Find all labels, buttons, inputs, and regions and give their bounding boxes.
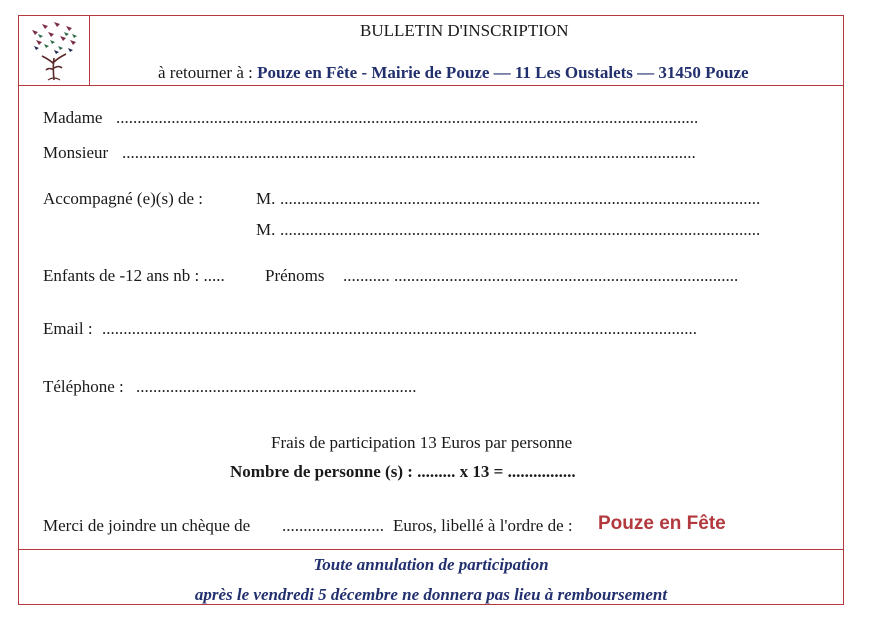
- accompagne-label: Accompagné (e)(s) de :: [43, 189, 204, 208]
- companion-2-field[interactable]: .................................................................................................................: [280, 220, 761, 239]
- madame-row: [43, 108, 102, 128]
- prenoms-label: Prénoms: [265, 266, 325, 285]
- persons-count-line[interactable]: Nombre de personne (s) : ......... x 13 = ................: [230, 462, 576, 481]
- return-address-line: [158, 63, 749, 83]
- telephone-field[interactable]: ..................................................................: [136, 377, 417, 396]
- madame-field[interactable]: .........................................................................................................................................: [116, 108, 699, 127]
- cheque-middle: Euros, libellé à l'ordre de :: [393, 516, 573, 535]
- participation-fee-text: Frais de participation 13 Euros par personne: [271, 433, 573, 452]
- footer-divider: [18, 549, 844, 550]
- footer-line-2: après le vendredi 5 décembre ne donnera pas lieu à remboursement: [194, 585, 668, 604]
- prenoms-field[interactable]: ........... .................................................................................: [343, 266, 739, 285]
- header-divider: [18, 85, 844, 86]
- tree-birds-logo-icon: [24, 18, 84, 82]
- companion-1-prefix: M.: [256, 189, 276, 208]
- return-prefix: à retourner à :: [158, 63, 253, 82]
- enfants-label: Enfants de -12 ans nb : .....: [43, 266, 225, 285]
- payee-name: Pouze en Fête: [598, 513, 726, 534]
- cheque-amount-field[interactable]: ........................: [282, 516, 384, 535]
- email-field[interactable]: ............................................................................................................................................: [102, 319, 697, 338]
- companion-1-field[interactable]: .................................................................................................................: [280, 189, 761, 208]
- monsieur-label: Monsieur: [43, 143, 109, 162]
- cheque-prefix: Merci de joindre un chèque de: [43, 516, 251, 535]
- form-title: BULLETIN D'INSCRIPTION: [360, 21, 569, 40]
- email-label: Email :: [43, 319, 93, 338]
- madame-label: Madame: [43, 108, 103, 127]
- telephone-label: Téléphone :: [43, 377, 124, 396]
- footer-line-1: Toute annulation de participation: [313, 555, 549, 574]
- return-address: Pouze en Fête - Mairie de Pouze — 11 Les Oustalets — 31450 Pouze: [257, 63, 749, 82]
- logo-divider: [89, 15, 90, 85]
- companion-2-prefix: M.: [256, 220, 276, 239]
- monsieur-field[interactable]: .......................................................................................................................................: [122, 143, 696, 162]
